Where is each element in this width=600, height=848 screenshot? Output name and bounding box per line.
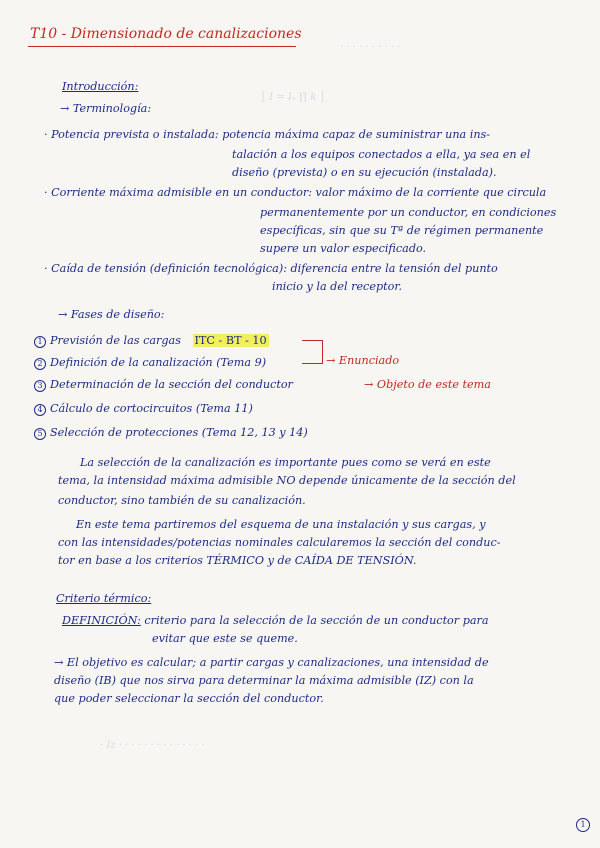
enunciado-label: → Enunciado: [326, 354, 400, 367]
corriente-line-3: específicas, sin que su Tª de régimen permanente: [260, 224, 544, 237]
subheading-terminologia: → Terminología:: [60, 102, 152, 115]
step-number-circle: 2: [34, 358, 46, 370]
paragraph-2-line-2: con las intensidades/potencias nominales calcularemos la sección del conduc-: [58, 536, 501, 549]
definicion-label: DEFINICIÓN:: [62, 614, 141, 627]
objetivo-line-1: → El objetivo es calcular; a partir cargas y canalizaciones, una intensidad de: [54, 656, 489, 669]
bracket-arrow: [302, 340, 323, 364]
bleed-through-text: · Iz · · · · · · · · · · · · · ·: [100, 740, 205, 751]
corriente-line-1: · Corriente máxima admisible en un conductor: valor máximo de la corriente que circula: [44, 186, 547, 199]
fase-item: [34, 378, 293, 392]
page-number: 1: [576, 818, 590, 832]
fase-text: Cálculo de cortocircuitos (Tema 11): [50, 402, 253, 415]
potencia-line-2: talación a los equipos conectados a ella, ya sea en el: [232, 148, 531, 161]
section-heading-introduccion: Introducción:: [62, 80, 139, 93]
paragraph-2-line-1: En este tema partiremos del esquema de una instalación y sus cargas, y: [76, 518, 486, 531]
paragraph-1-line-3: conductor, sino también de su canalización.: [58, 494, 306, 507]
definicion-text: criterio para la selección de la sección de un conductor para: [144, 614, 489, 627]
highlight-itc-tag: ITC - BT - 10: [194, 334, 267, 347]
caida-line-2: inicio y la del receptor.: [272, 280, 403, 293]
step-number-circle: 5: [34, 428, 46, 440]
fase-item: [34, 356, 266, 370]
paragraph-1-line-1: La selección de la canalización es importante pues como se verá en este: [80, 456, 491, 469]
potencia-line-3: diseño (prevista) o en su ejecución (instalada).: [232, 166, 497, 179]
fase-text: Previsión de las cargas: [50, 334, 181, 347]
objeto-label: → Objeto de este tema: [364, 378, 491, 391]
fase-item: [34, 402, 253, 416]
objetivo-line-3: que poder seleccionar la sección del conductor.: [54, 692, 324, 705]
fase-text: Definición de la canalización (Tema 9): [50, 356, 267, 369]
definicion-line-1: [62, 614, 489, 628]
objetivo-line-2: diseño (IB) que nos sirva para determinar la máxima admisible (IZ) con la: [54, 674, 474, 687]
paragraph-2-line-3: tor en base a los criterios TÉRMICO y de CAÍDA DE TENSIÓN.: [58, 554, 417, 567]
bleed-through-text: │ I = Iₙ ∏ k │: [260, 92, 326, 103]
caida-line-1: · Caída de tensión (definición tecnológica): diferencia entre la tensión del punto: [44, 262, 498, 275]
fase-item: [34, 334, 269, 348]
fase-text: Selección de protecciones (Tema 12, 13 y 14): [50, 426, 308, 439]
subheading-fases: → Fases de diseño:: [58, 308, 165, 321]
corriente-line-4: supere un valor especificado.: [260, 242, 427, 255]
fase-item: [34, 426, 308, 440]
step-number-circle: 4: [34, 404, 46, 416]
fase-text: Determinación de la sección del conductor: [50, 378, 293, 391]
step-number-circle: 1: [34, 336, 46, 348]
bleed-through-text: · · · · · · · · · ·: [340, 42, 401, 53]
corriente-line-2: permanentemente por un conductor, en condiciones: [260, 206, 557, 219]
step-number-circle: 3: [34, 380, 46, 392]
section-heading-criterio-termico: Criterio térmico:: [56, 592, 152, 605]
title-underline: [28, 46, 296, 47]
potencia-line-1: · Potencia prevista o instalada: potencia máxima capaz de suministrar una ins-: [44, 128, 491, 141]
paragraph-1-line-2: tema, la intensidad máxima admisible NO depende únicamente de la sección del: [58, 474, 516, 487]
definicion-line-2: evitar que este se queme.: [152, 632, 298, 645]
page-title: T10 - Dimensionado de canalizaciones: [30, 26, 302, 42]
